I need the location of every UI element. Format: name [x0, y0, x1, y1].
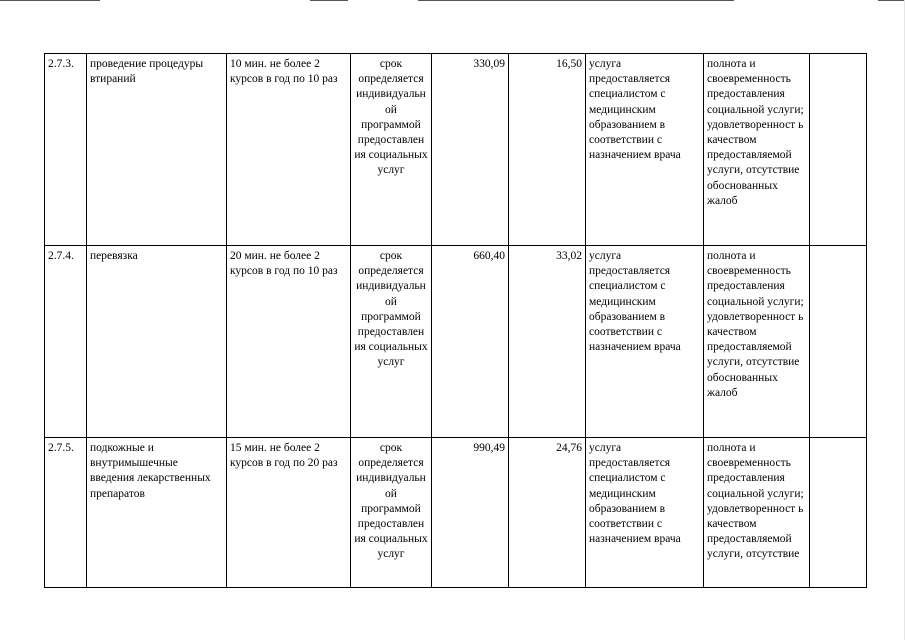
- service-quality: полнота и своевременность предоставления социальной услуги; удовлетворенност ь качеством предоставляемой услуги, отсутствие обоснованных жалоб: [704, 54, 810, 246]
- service-name: подкожные и внутримышечные введения лекарственных препаратов: [87, 438, 227, 588]
- scan-artifact-line: [878, 0, 905, 1]
- service-number: 2.7.4.: [45, 246, 87, 438]
- service-price-per-unit: 24,76: [509, 438, 586, 588]
- table-row: [45, 54, 867, 246]
- service-price-per-unit: 33,02: [509, 246, 586, 438]
- service-volume: 15 мин. не более 2 курсов в год по 20 раз: [227, 438, 351, 588]
- services-table: [44, 53, 867, 588]
- table-row: [45, 246, 867, 438]
- service-conditions: услуга предоставляется специалистом с медицинским образованием в соответствии с назначением врача: [586, 438, 704, 588]
- service-quality: полнота и своевременность предоставления социальной услуги; удовлетворенност ь качеством предоставляемой услуги, отсутствие обоснованных жалоб: [704, 246, 810, 438]
- service-extra: [810, 246, 867, 438]
- service-number: 2.7.5.: [45, 438, 87, 588]
- service-extra: [810, 54, 867, 246]
- service-term: срок определяется индивидуальн ой программой предоставлен ия социальных услуг: [351, 438, 432, 588]
- service-name: проведение процедуры втираний: [87, 54, 227, 246]
- service-price: 660,40: [432, 246, 509, 438]
- service-volume: 20 мин. не более 2 курсов в год по 10 раз: [227, 246, 351, 438]
- service-extra: [810, 438, 867, 588]
- service-term: срок определяется индивидуальн ой программой предоставлен ия социальных услуг: [351, 54, 432, 246]
- service-number: 2.7.3.: [45, 54, 87, 246]
- service-conditions: услуга предоставляется специалистом с медицинским образованием в соответствии с назначением врача: [586, 246, 704, 438]
- service-name: перевязка: [87, 246, 227, 438]
- service-conditions: услуга предоставляется специалистом с медицинским образованием в соответствии с назначением врача: [586, 54, 704, 246]
- service-volume: 10 мин. не более 2 курсов в год по 10 раз: [227, 54, 351, 246]
- service-quality: полнота и своевременность предоставления социальной услуги; удовлетворенност ь качеством предоставляемой услуги, отсутствие: [704, 438, 810, 588]
- table-row: [45, 438, 867, 588]
- scan-artifact-line: [418, 0, 734, 1]
- service-price: 330,09: [432, 54, 509, 246]
- service-price-per-unit: 16,50: [509, 54, 586, 246]
- scan-artifact-line: [310, 0, 348, 1]
- service-term: срок определяется индивидуальн ой программой предоставлен ия социальных услуг: [351, 246, 432, 438]
- scan-artifact-line: [0, 0, 100, 1]
- service-price: 990,49: [432, 438, 509, 588]
